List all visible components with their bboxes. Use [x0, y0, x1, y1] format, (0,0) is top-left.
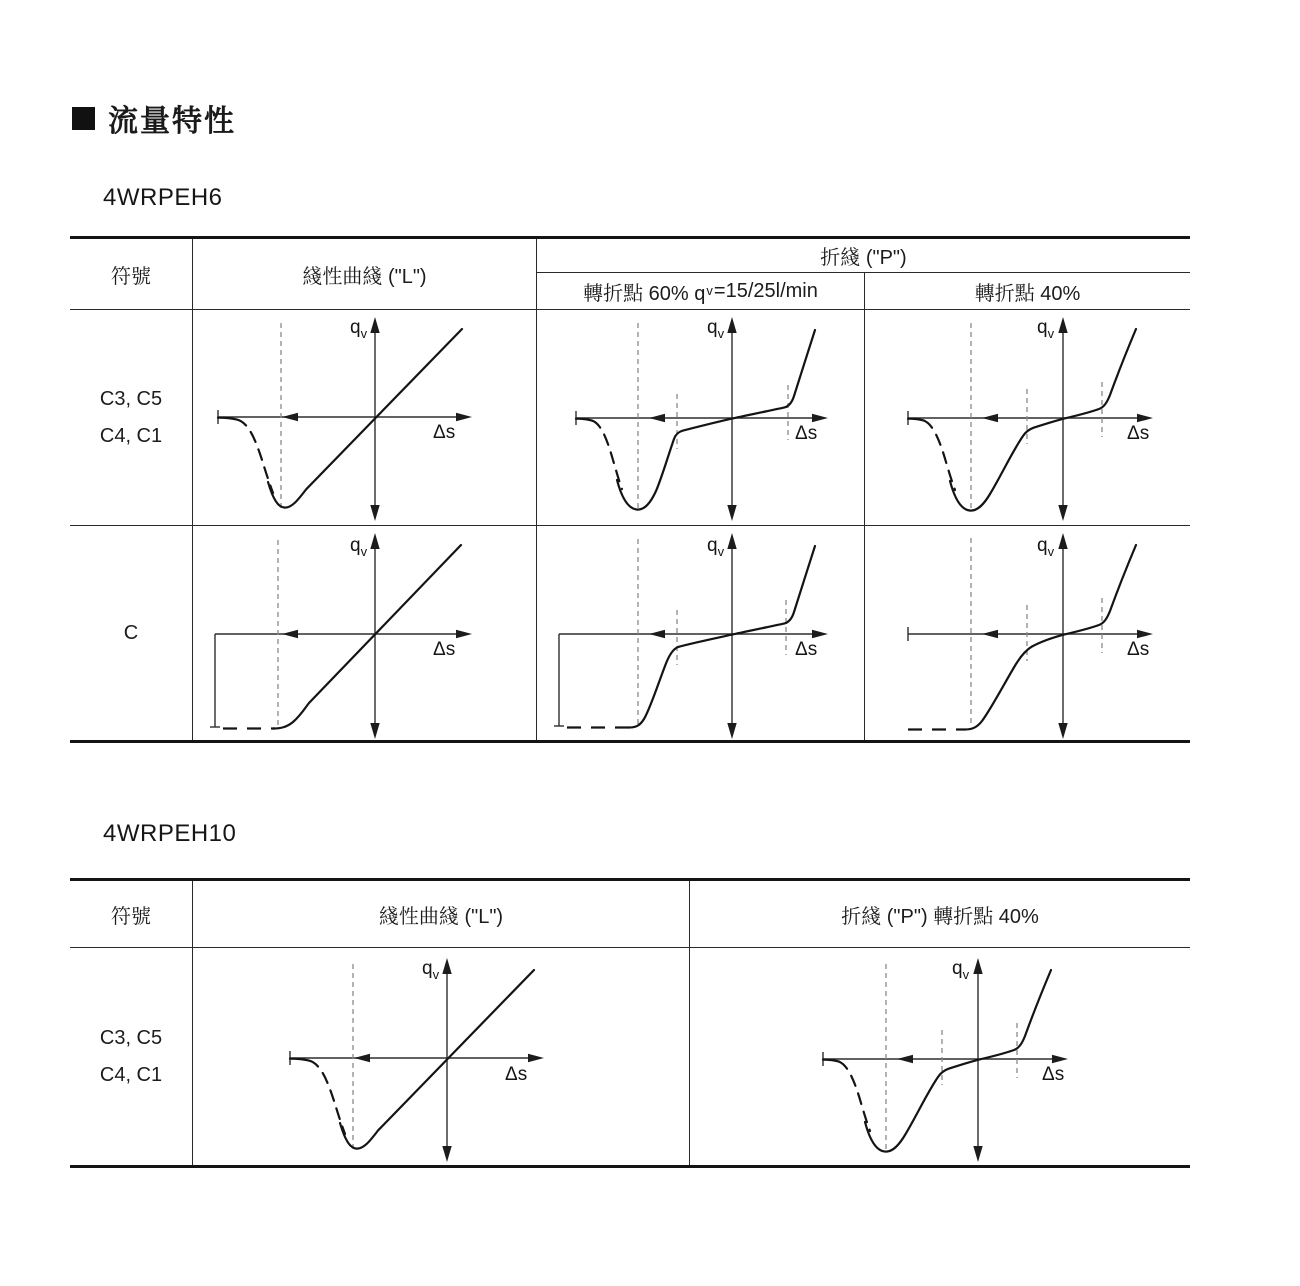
qv-label-main: q — [952, 958, 963, 979]
flow-curve-break40-c — [865, 526, 1190, 740]
symbol-cell — [70, 948, 193, 1165]
graph-cell-break40 — [690, 948, 1190, 1165]
qv-label-subscript: v — [360, 325, 368, 341]
table1-header-broken: 折綫 ("P") — [537, 239, 1190, 273]
break60-prefix: 轉折點 60% q — [583, 282, 706, 305]
delta-s-axis-label: Δs — [1127, 423, 1150, 444]
flow-curve-linear — [193, 310, 536, 525]
table1-header-row — [70, 239, 1190, 310]
qv-label-main: q — [350, 317, 361, 338]
curve-plot-svg — [865, 526, 1190, 745]
graph-cell-break40 — [865, 310, 1190, 525]
graph-cell-linear — [193, 948, 690, 1165]
delta-s-axis-label: Δs — [795, 639, 818, 660]
curve-plot-svg — [865, 310, 1190, 526]
qv-label-main: q — [350, 535, 361, 556]
table2-row-c3c5 — [70, 948, 1190, 1165]
table1-header-break60: 轉折點 60% q v =15/25l/min — [537, 273, 865, 309]
graph-cell-linear — [193, 526, 537, 740]
graph-cell-break40 — [865, 526, 1190, 740]
flow-table-4wrpeh10 — [70, 878, 1190, 1168]
qv-label-subscript: v — [717, 543, 725, 559]
graph-cell-linear — [193, 310, 537, 525]
qv-axis-label — [707, 536, 724, 558]
table2-header-break40: 折綫 ("P") 轉折點 40% — [841, 905, 1039, 928]
delta-s-axis-label: Δs — [433, 639, 456, 660]
qv-label-subscript: v — [432, 966, 440, 982]
qv-label-subscript: v — [962, 966, 970, 982]
delta-s-axis-label: Δs — [1127, 639, 1150, 660]
qv-axis-label — [350, 318, 367, 340]
qv-axis-label — [952, 959, 969, 981]
curve-plot-svg — [537, 310, 864, 526]
symbol-cell — [70, 310, 193, 525]
graph-cell-break60 — [537, 526, 865, 740]
flow-curve-break40 — [865, 310, 1190, 525]
symbol-line: C4, C1 — [99, 1063, 163, 1086]
table1-header-broken-group — [537, 239, 1190, 309]
flow-curve-break60-c — [537, 526, 864, 740]
break60-suffix: =15/25l/min — [713, 279, 818, 302]
flow-curve-linear-10 — [193, 948, 689, 1165]
curve-plot-svg — [193, 948, 689, 1168]
qv-label-main: q — [707, 535, 718, 556]
symbol-cell — [70, 526, 193, 740]
qv-axis-label — [1037, 536, 1054, 558]
qv-label-main: q — [707, 317, 718, 338]
qv-label-subscript: v — [1047, 325, 1055, 341]
curve-plot-svg — [690, 948, 1189, 1168]
curve-plot-svg — [193, 310, 536, 526]
section-heading — [72, 96, 236, 140]
section-bullet-icon — [72, 107, 95, 130]
table2-header-symbol: 符號 — [70, 881, 193, 947]
qv-label-subscript: v — [717, 325, 725, 341]
delta-s-axis-label: Δs — [433, 422, 456, 443]
delta-s-axis-label: Δs — [505, 1064, 528, 1085]
flow-curve-linear-c — [193, 526, 536, 740]
section-title-text: 流量特性 — [108, 105, 236, 138]
flow-curve-break60 — [537, 310, 864, 525]
qv-label-main: q — [1037, 317, 1048, 338]
delta-s-axis-label: Δs — [795, 423, 818, 444]
model-label-4wrpeh6: 4WRPEH6 — [103, 184, 223, 211]
graph-cell-break60 — [537, 310, 865, 525]
qv-axis-label — [350, 536, 367, 558]
symbol-line: C3, C5 — [99, 387, 163, 410]
symbol-line: C3, C5 — [99, 1026, 163, 1049]
symbol-line: C — [123, 621, 139, 644]
flow-table-4wrpeh6 — [70, 236, 1190, 743]
table1-header-symbol: 符號 — [70, 239, 193, 309]
table1-row-c — [70, 526, 1190, 740]
qv-axis-label — [1037, 318, 1054, 340]
delta-s-axis-label: Δs — [1042, 1064, 1065, 1085]
symbol-line: C4, C1 — [99, 424, 163, 447]
table1-row-c3c5 — [70, 310, 1190, 526]
curve-plot-svg — [193, 526, 536, 745]
table2-header-linear: 綫性曲綫 ("L") — [193, 881, 690, 947]
table1-header-break40: 轉折點 40% — [974, 282, 1081, 305]
qv-label-subscript: v — [360, 543, 368, 559]
qv-axis-label — [707, 318, 724, 340]
curve-plot-svg — [537, 526, 864, 745]
qv-axis-label — [422, 959, 439, 981]
qv-label-main: q — [422, 958, 433, 979]
flow-curve-break40-10 — [690, 948, 1190, 1165]
qv-label-subscript: v — [1047, 543, 1055, 559]
qv-label-main: q — [1037, 535, 1048, 556]
table1-header-linear: 綫性曲綫 ("L") — [193, 239, 537, 309]
table2-header-row — [70, 881, 1190, 948]
model-label-4wrpeh10: 4WRPEH10 — [103, 820, 237, 847]
